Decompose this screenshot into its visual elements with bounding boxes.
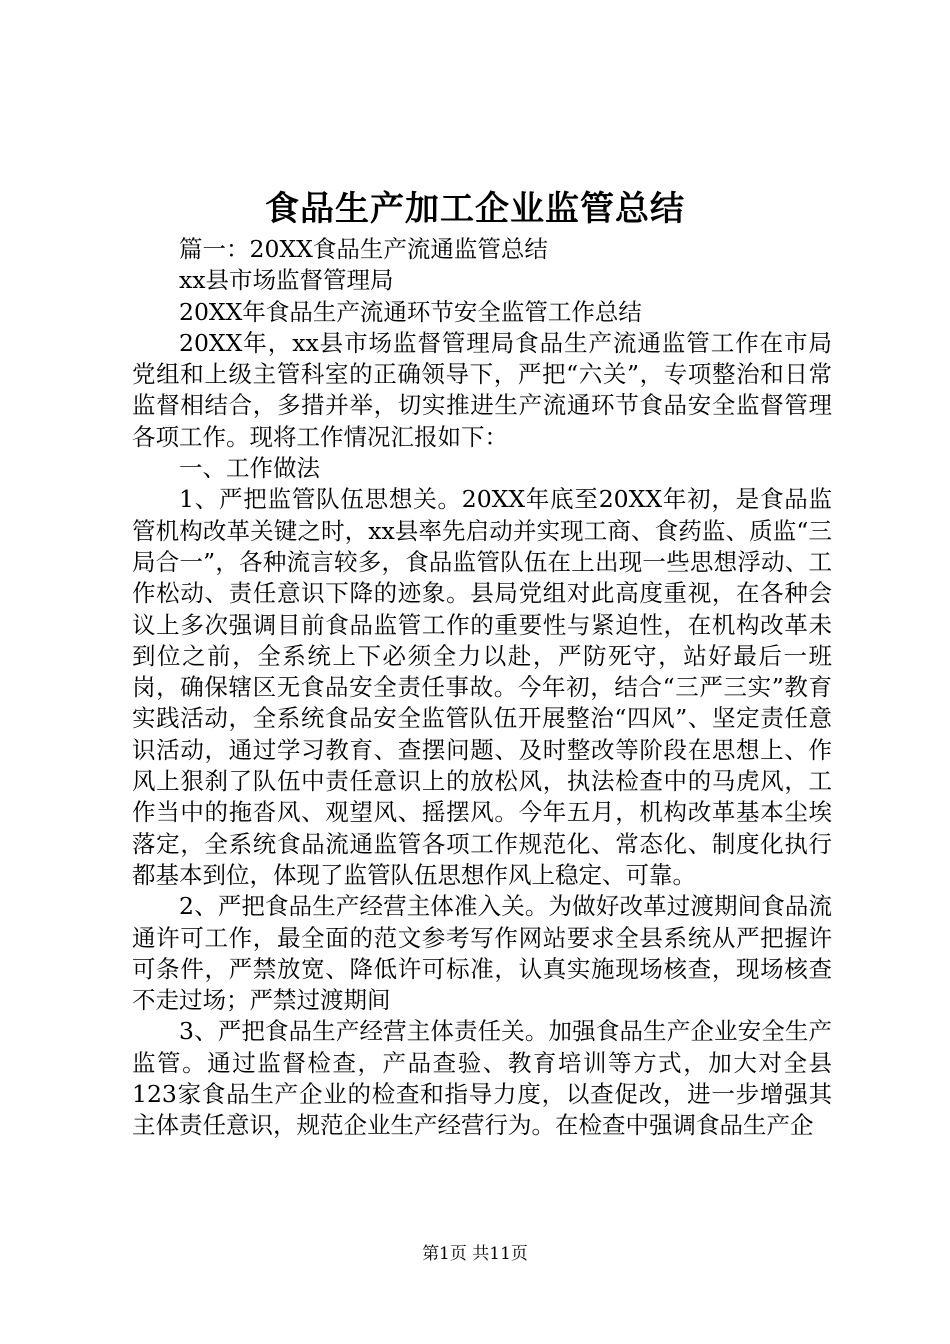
document-body <box>132 234 832 1142</box>
paragraph-item-1: 1、严把监管队伍思想关。20XX年底至20XX年初，是食品监管机构改革关键之时，xx县率先启动并实现工商、食药监、质监“三局合一”，各种流言较多，食品监管队伍在上出现一些思想浮动、工作松动、责任意识下降的迹象。县局党组对此高度重视，在各种会议上多次强调目前食品监管工作的重要性与紧迫性，在机构改革未到位之前，全系统上下必须全力以赴，严防死守，站好最后一班岗，确保辖区无食品安全责任事故。今年初，结合“三严三实”教育实践活动，全系统食品安全监管队伍开展整治“四风”、坚定责任意识活动，通过学习教育、查摆问题、及时整改等阶段在思想上、作风上狠刹了队伍中责任意识上的放松风，执法检查中的马虎风，工作当中的拖沓风、观望风、摇摆风。今年五月，机构改革基本尘埃落定，全系统食品流通监管各项工作规范化、常态化、制度化执行都基本到位，体现了监管队伍思想作风上稳定、可靠。 <box>132 485 832 889</box>
document-title: 食品生产加工企业监管总结 <box>265 189 685 229</box>
page-number-footer: 第1页 共11页 <box>422 1244 528 1264</box>
paragraph-issuer: xx县市场监督管理局 <box>179 266 394 295</box>
paragraph-report-title: 20XX年食品生产流通环节安全监管工作总结 <box>179 297 642 326</box>
paragraph-section-heading: 篇一：20XX食品生产流通监管总结 <box>179 235 548 263</box>
paragraph-item-2: 2、严把食品生产经营主体准入关。为做好改革过渡期间食品流通许可工作，最全面的范文参考写作网站要求全县系统从严把握许可条件，严禁放宽、降低许可标准，认真实施现场核查，现场核查不走过场；严禁过渡期间 <box>132 892 832 1015</box>
paragraph-intro: 20XX年，xx县市场监督管理局食品生产流通监管工作在市局党组和上级主管科室的正确领导下，严把“六关”，专项整治和日常监督相结合，多措并举，切实推进生产流通环节食品安全监督管理各项工作。现将工作情况汇报如下： <box>132 328 832 451</box>
paragraph-item-3: 3、严把食品生产经营主体责任关。加强食品生产企业安全生产监管。通过监督检查，产品查验、教育培训等方式，加大对全县123家食品生产企业的检查和指导力度，以查促改，进一步增强其主体责任意识，规范企业生产经营行为。在检查中强调食品生产企 <box>132 1017 832 1140</box>
paragraph-subheading: 一、工作做法 <box>179 454 320 483</box>
